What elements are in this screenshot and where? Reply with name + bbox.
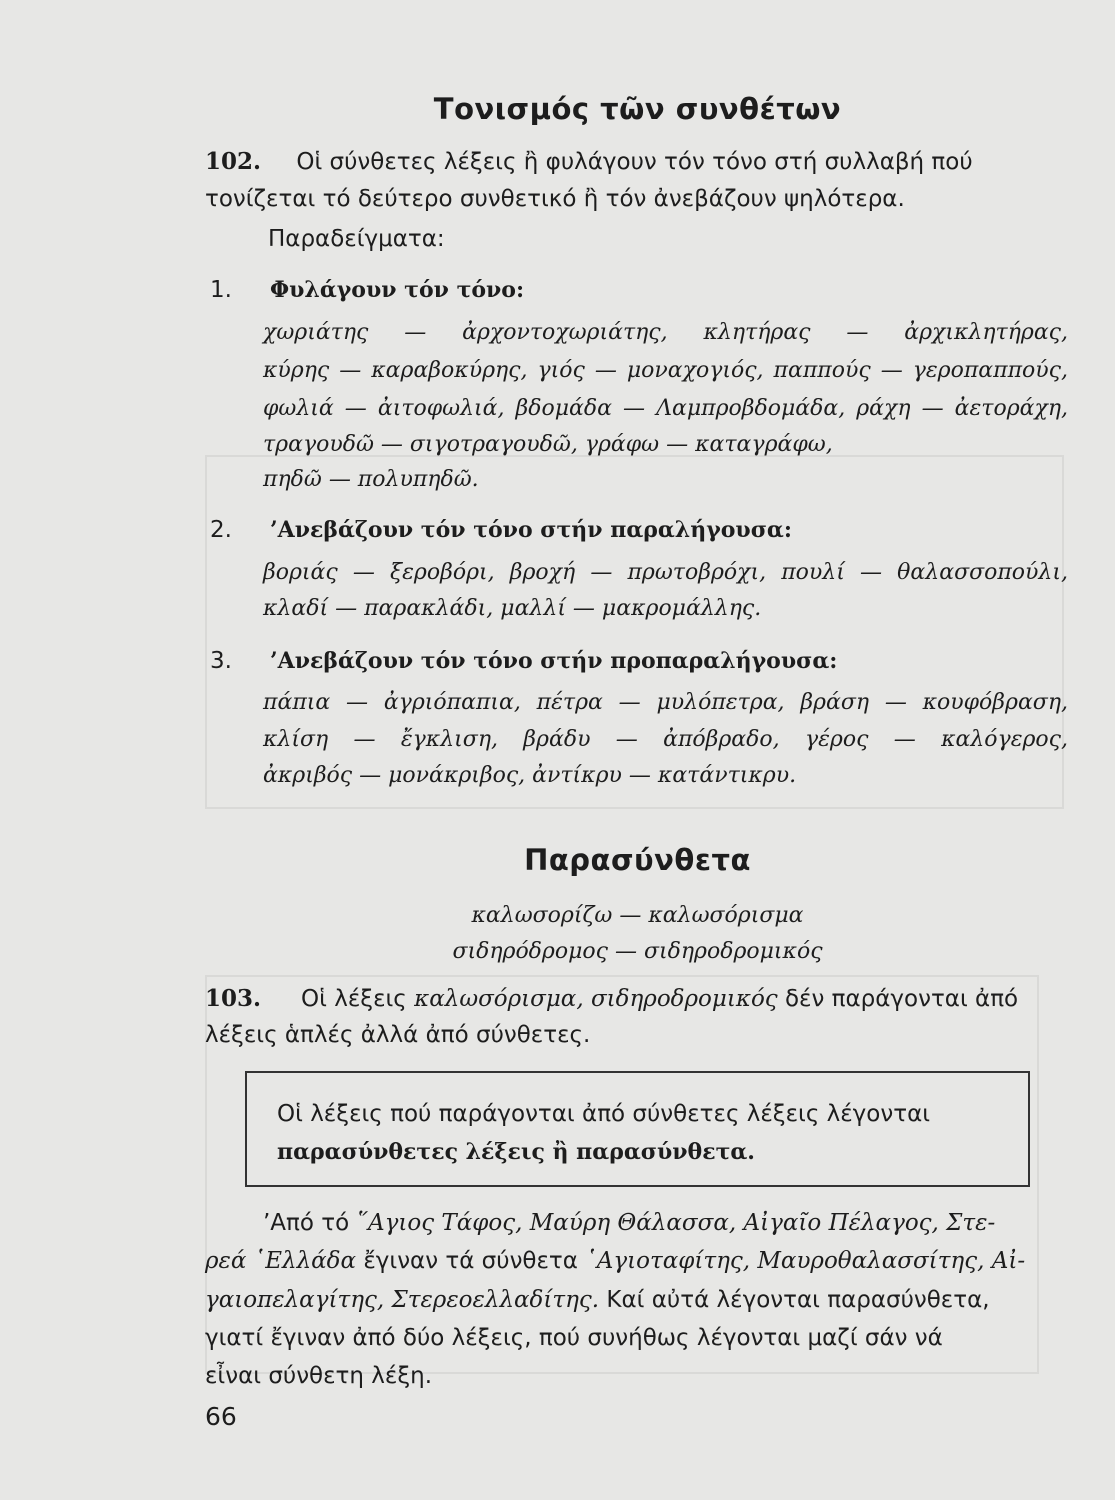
list-item-label: Φυλάγουν τόν τόνο:	[270, 277, 525, 303]
list-item-3	[210, 648, 837, 674]
section-heading-parasynthetic: Παρασύνθετα	[524, 843, 751, 877]
final-paragraph-line1	[263, 1210, 995, 1236]
example-line: πηδῶ — πολυπηδῶ.	[263, 467, 479, 492]
bleed-through-box	[205, 455, 1064, 809]
italic-span: ρεά ῾Ελλάδα	[205, 1248, 357, 1274]
derivation-example: σιδηρόδρομος — σιδηροδρομικός	[452, 939, 823, 964]
definition-line2: παρασύνθετες λέξεις ἢ παρασύνθετα.	[277, 1139, 755, 1165]
example-line: πάπια — ἀγριόπαπια, πέτρα — μυλόπετρα, βράση — κουφόβραση,	[263, 690, 1068, 715]
list-item-number: 3.	[210, 648, 232, 674]
final-paragraph-line3	[205, 1287, 990, 1313]
example-line: χωριάτης — ἀρχοντοχωριάτης, κλητήρας — ἀρχικλητήρας,	[263, 320, 1068, 345]
italic-span: γαιοπελαγίτης, Στερεοελλαδίτης.	[205, 1287, 600, 1313]
example-line: ἀκριβός — μονάκριβος, ἀντίκρυ — κατάντικρυ.	[263, 763, 797, 788]
paragraph-102-text2: τονίζεται τό δεύτερο συνθετικό ἢ τόν ἀνεβάζουν ψηλότερα.	[205, 186, 905, 212]
list-item-2	[210, 517, 792, 543]
examples-label: Παραδείγματα:	[268, 226, 445, 252]
section-heading-composites: Τονισμός τῶν συνθέτων	[433, 92, 842, 126]
italic-span: ῾Αγιοταφίτης, Μαυροθαλασσίτης, Αἰ-	[585, 1248, 1026, 1274]
final-paragraph-line4: γιατί ἔγιναν ἀπό δύο λέξεις, πού συνήθως λέγονται μαζί σάν νά	[205, 1325, 943, 1351]
paragraph-102-line1	[205, 148, 973, 175]
list-item-number: 2.	[210, 517, 232, 543]
text-span: Καί αὐτά λέγονται παρασύνθετα,	[599, 1287, 990, 1313]
example-line: βοριάς — ξεροβόρι, βροχή — πρωτοβρόχι, πουλί — θαλασσοπούλι,	[263, 560, 1068, 585]
paragraph-103-italic: καλωσόρισμα, σιδηροδρομικός	[414, 986, 778, 1012]
derivation-example: καλωσορίζω — καλωσόρισμα	[471, 903, 804, 928]
example-line: τραγουδῶ — σιγοτραγουδῶ, γράφω — καταγράφω,	[263, 432, 833, 457]
page-number: 66	[205, 1402, 237, 1431]
definition-box	[245, 1071, 1030, 1187]
example-line: κλαδί — παρακλάδι, μαλλί — μακρομάλλης.	[263, 596, 762, 621]
paragraph-number: 102.	[205, 148, 262, 175]
paragraph-103-line2: λέξεις ἁπλές ἀλλά ἀπό σύνθετες.	[205, 1022, 591, 1048]
definition-line1: Οἱ λέξεις πού παράγονται ἀπό σύνθετες λέξεις λέγονται	[277, 1101, 931, 1127]
example-line: φωλιά — ἀιτοφωλιά, βδομάδα — Λαμπροβδομάδα, ράχη — ἀετοράχη,	[263, 396, 1068, 421]
paragraph-number: 103.	[205, 985, 262, 1012]
italic-span: ῞Αγιος Τάφος, Μαύρη Θάλασσα, Αἰγαῖο Πέλαγος, Στε-	[356, 1210, 996, 1236]
final-paragraph-line2	[205, 1248, 1025, 1274]
list-item-label: ’Ανεβάζουν τόν τόνο στήν παραλήγουσα:	[270, 517, 792, 543]
final-paragraph-line5: εἶναι σύνθετη λέξη.	[205, 1363, 433, 1389]
paragraph-103-line1	[205, 985, 1018, 1012]
example-line: κύρης — καραβοκύρης, γιός — μοναχογιός, παππούς — γεροπαππούς,	[263, 358, 1068, 383]
paragraph-102-text1: Οἱ σύνθετες λέξεις ἢ φυλάγουν τόν τόνο στή συλλαβή πού	[296, 149, 973, 175]
text-span: ἔγιναν τά σύνθετα	[356, 1248, 586, 1274]
list-item-label: ’Ανεβάζουν τόν τόνο στήν προπαραλήγουσα:	[270, 648, 838, 674]
list-item-number: 1.	[210, 277, 232, 303]
paragraph-103-text: δέν παράγονται ἀπό	[777, 986, 1019, 1012]
paragraph-103-text: Οἱ λέξεις	[301, 986, 415, 1012]
example-line: κλίση — ἔγκλιση, βράδυ — ἀπόβραδο, γέρος — καλόγερος,	[263, 727, 1068, 752]
text-span: ’Από τό	[263, 1210, 357, 1236]
list-item-1	[210, 277, 524, 303]
